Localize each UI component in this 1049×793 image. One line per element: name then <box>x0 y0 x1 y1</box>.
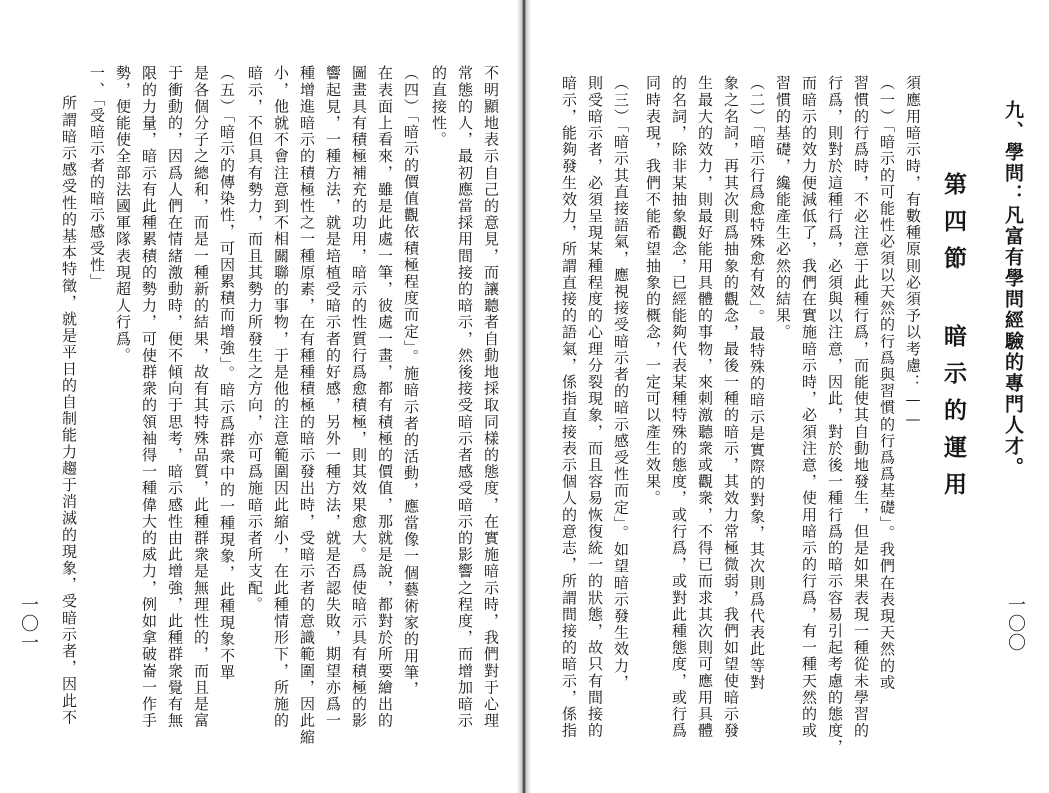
paragraph-line: 須應用暗示時，有數種原則必須予以考慮：—— <box>904 75 922 430</box>
paragraph-line: 在表面上看來，雖是此處一筆，彼處一畫，都有積極的價值，那就是說，都對於所要繪出的 <box>376 65 394 729</box>
paragraph-line: 于衝動的，因爲人們在情緒激動時，便不傾向于思考，暗示感性由此增強，此種群衆覺有無 <box>166 65 184 729</box>
paragraph-line: 生最大的效力，則最好能用具體的事物，來刺激聽衆或觀衆，不得已而求其次則可應用具體 <box>696 75 714 739</box>
paragraph-line: 象之名詞，再其次則爲抽象的觀念，最後一種的暗示，其效力常極微弱，我們如望使暗示發 <box>722 75 740 739</box>
paragraph-line: 小，他就不會注意到不相關聯的事物，于是他的注意範圍因此縮小，在此種情形下，所施的 <box>272 65 290 729</box>
subsection-heading: 一、「受暗示者的暗示感受性」 <box>88 65 106 290</box>
paragraph-line: 同時表現，我們不能希望抽象的概念，一定可以產生效果。 <box>644 75 662 507</box>
paragraph-line: 行爲，則對於這種行爲，必須與以注意，因此，對於後一種行爲的暗示容易引起考慮的態度， <box>826 75 844 756</box>
paragraph-line: 的名詞，除非某抽象觀念，已經能夠代表某種特殊的態度，或行爲，或對此種態度，或行爲 <box>670 75 688 739</box>
paragraph-line: 暗示，不但具有勢力，而且其勢力所發生之方向，亦可爲施暗示者所支配。 <box>246 65 264 613</box>
paragraph-line: （三）「暗示其直接語氣，應視接受暗示者的暗示感受性而定」。如望暗示發生效力， <box>612 75 630 691</box>
paragraph-line: 不明顯地表示自己的意見，而讓聽者自動地採取同樣的態度，在實施暗示時，我們對于心理 <box>482 65 500 729</box>
paragraph-line: 而暗示的效力便減低了，我們在實施暗示時，必須注意，使用暗示的行爲，有一種天然的或 <box>800 75 818 739</box>
left-page <box>0 0 520 793</box>
chapter-heading: 九、學問：凡富有學問經驗的專門人才。 <box>1002 100 1024 478</box>
paragraph-line: 限的力量，暗示有此種累積的勢力，可使群衆的領袖得一種偉大的威力，例如拿破崙一作手 <box>140 65 158 729</box>
section-title: 第四節 暗示的運用 <box>940 172 967 509</box>
paragraph-line: 則受暗示者，必須呈現某種程度的心理分裂現象，而且容易恢復統一的狀態，故只有間接的 <box>586 75 604 739</box>
paragraph-line: 習慣的行爲時，不必注意于此種行爲，而能使其自動地發生，但是如果表現一種從未學習的 <box>852 75 870 739</box>
right-page <box>528 0 1049 793</box>
page-number: 一〇〇 <box>1005 595 1026 652</box>
paragraph-line: 圖畫具有積極補充的功用，暗示的性質行爲愈積極，則其效果愈大。爲使暗示具有積極的影 <box>350 65 368 729</box>
paragraph-line: 常態的人，最初應當採用間接的暗示，然後接受暗示者感受暗示的影響之程度，而增加暗示 <box>456 65 474 729</box>
paragraph-line: 是各個分子之總和，而是一種新的結果，故有其特殊品質，此種群衆是無理性的，而且是富 <box>192 65 210 729</box>
paragraph-line: （二）「暗示行爲愈特殊愈有效」。最特殊的暗示是實際的對象，其次則爲代表此等對 <box>748 75 766 691</box>
paragraph-line: （一）「暗示的可能性必須以天然的行爲與習慣的行爲爲基礎」。我們在表現天然的或 <box>878 75 896 691</box>
paragraph-line: 勢，便能使全部法國軍隊表現超人行爲。 <box>114 65 132 364</box>
paragraph-line: 的直接性。 <box>430 65 448 148</box>
page-number: 一〇一 <box>18 595 39 652</box>
paragraph-line: 種增進暗示的積極性之一種原素，在有種種積極的暗示發出時，受暗示者的意識範圍，因此縮 <box>298 65 316 746</box>
paragraph-line: 習慣的基礎，纔能產生必然的結果。 <box>774 75 792 341</box>
paragraph-line: 暗示，能夠發生效力，所謂直接的語氣，係指直接表示個人的意志，所謂間接的暗示，係指 <box>560 75 578 739</box>
paragraph-line: 所謂暗示感受性的基本特徵，就是平日的自制能力趨于消滅的現象，受暗示者，因此不 <box>60 95 78 726</box>
paragraph-line: （五）「暗示的傳染性，可因累積而增強」。暗示爲群衆中的一種現象，此種現象不單 <box>218 65 236 681</box>
paragraph-line: （四）「暗示的價值觀依積極程度而定」。施暗示者的活動，應當像一個藝術家的用筆， <box>402 65 420 698</box>
paragraph-line: 響起見，一種方法，就是培植受暗示者的好感，另外一種方法，就是否認失敗，期望亦爲一 <box>324 65 342 729</box>
